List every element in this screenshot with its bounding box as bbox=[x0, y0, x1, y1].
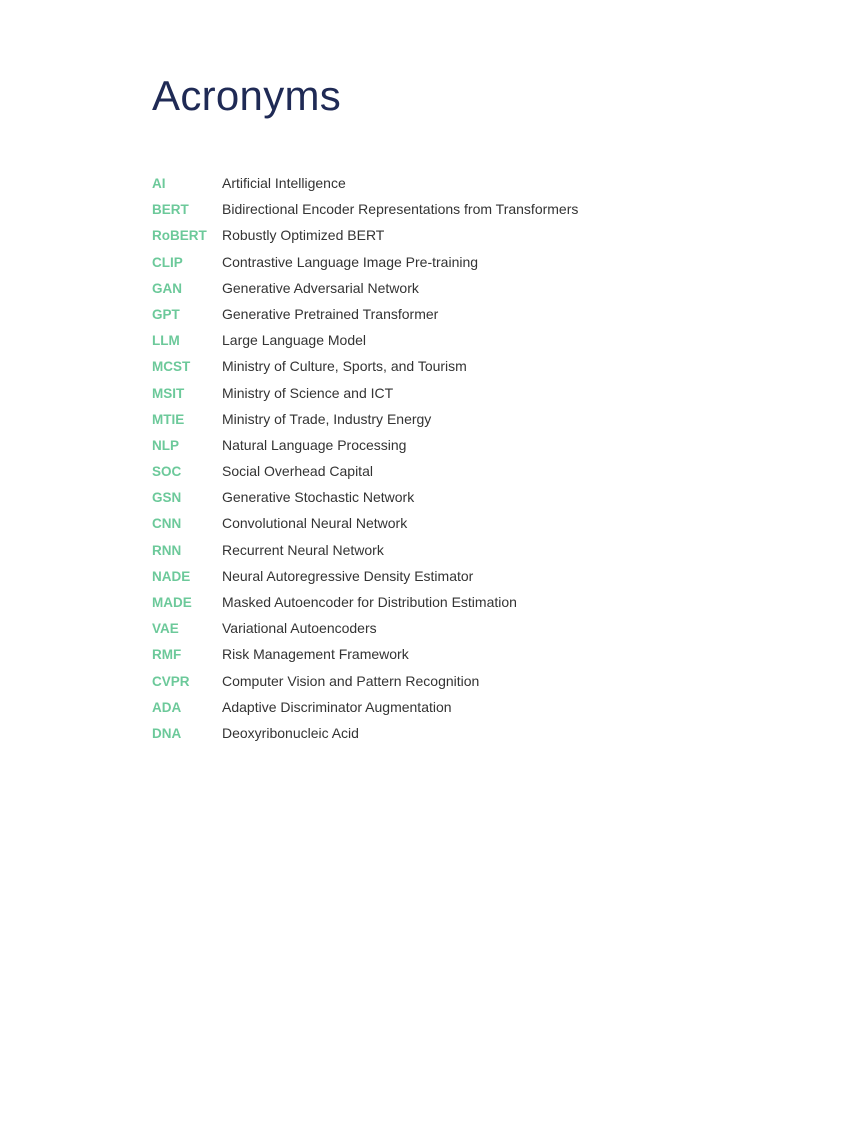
acronym-definition: Variational Autoencoders bbox=[222, 620, 377, 637]
acronym-definition: Masked Autoencoder for Distribution Estimation bbox=[222, 594, 517, 610]
acronym-row bbox=[152, 249, 712, 275]
acronym-definition: Contrastive Language Image Pre-training bbox=[222, 253, 479, 270]
acronym-abbreviation: RNN bbox=[152, 542, 182, 558]
acronym-row bbox=[152, 380, 712, 406]
acronym-row bbox=[152, 432, 712, 458]
acronym-abbreviation: GPT bbox=[152, 306, 180, 322]
acronym-abbreviation: VAE bbox=[152, 621, 179, 637]
acronym-row bbox=[152, 196, 712, 222]
acronym-row bbox=[152, 275, 712, 301]
acronym-definition: Ministry of Science and ICT bbox=[222, 384, 394, 401]
acronym-definition: Generative Adversarial Network bbox=[222, 279, 419, 296]
acronym-row bbox=[152, 484, 712, 510]
acronym-abbreviation: GAN bbox=[152, 280, 182, 296]
acronym-row bbox=[152, 458, 712, 484]
acronym-definition: Generative Pretrained Transformer bbox=[222, 305, 439, 322]
acronym-definition: Adaptive Discriminator Augmentation bbox=[222, 698, 452, 715]
acronym-row bbox=[152, 301, 712, 327]
acronym-row bbox=[152, 406, 712, 432]
acronym-abbreviation: CVPR bbox=[152, 673, 190, 689]
acronym-abbreviation: NADE bbox=[152, 568, 191, 584]
acronym-abbreviation: CLIP bbox=[152, 254, 183, 270]
acronym-definition: Risk Management Framework bbox=[222, 646, 409, 663]
acronym-row bbox=[152, 353, 712, 379]
acronym-definition: Ministry of Culture, Sports, and Tourism bbox=[222, 358, 467, 375]
acronym-definition: Social Overhead Capital bbox=[222, 463, 373, 480]
acronym-definition: Recurrent Neural Network bbox=[222, 541, 384, 558]
acronym-abbreviation: MSIT bbox=[152, 385, 185, 401]
acronym-abbreviation: ADA bbox=[152, 699, 182, 715]
acronym-definition: Ministry of Trade, Industry Energy bbox=[222, 410, 432, 427]
acronym-abbreviation: DNA bbox=[152, 725, 182, 741]
acronym-definition: Generative Stochastic Network bbox=[222, 489, 415, 506]
acronym-definition: Large Language Model bbox=[222, 332, 367, 349]
acronym-abbreviation: NLP bbox=[152, 437, 179, 453]
acronym-row bbox=[152, 668, 712, 694]
acronym-row bbox=[152, 694, 712, 720]
acronym-abbreviation: AI bbox=[152, 176, 166, 191]
acronym-definition: Natural Language Processing bbox=[222, 436, 407, 453]
acronym-definition: Bidirectional Encoder Representations from Transformers bbox=[222, 201, 579, 218]
acronym-row bbox=[152, 510, 712, 536]
acronym-definition: Computer Vision and Pattern Recognition bbox=[222, 672, 480, 689]
acronym-row bbox=[152, 170, 712, 196]
acronym-row bbox=[152, 327, 712, 353]
acronym-abbreviation: MCST bbox=[152, 359, 191, 375]
acronym-row bbox=[152, 720, 712, 746]
acronym-row bbox=[152, 222, 712, 248]
acronym-row bbox=[152, 589, 712, 615]
acronym-definition: Deoxyribonucleic Acid bbox=[222, 724, 359, 741]
acronym-abbreviation: BERT bbox=[152, 202, 189, 218]
page-title: Acronyms bbox=[152, 72, 342, 119]
acronym-row bbox=[152, 563, 712, 589]
acronym-list bbox=[152, 170, 712, 746]
acronym-abbreviation: MADE bbox=[152, 595, 192, 610]
acronym-abbreviation: SOC bbox=[152, 464, 182, 480]
acronym-row bbox=[152, 641, 712, 667]
acronym-abbreviation: CNN bbox=[152, 516, 182, 532]
acronym-definition: Convolutional Neural Network bbox=[222, 515, 408, 532]
acronym-abbreviation: MTIE bbox=[152, 411, 185, 427]
acronym-abbreviation: RMF bbox=[152, 647, 182, 663]
acronym-definition: Artificial Intelligence bbox=[222, 175, 346, 191]
acronym-row bbox=[152, 537, 712, 563]
acronym-abbreviation: RoBERT bbox=[152, 228, 207, 244]
acronym-abbreviation: GSN bbox=[152, 490, 182, 506]
acronym-definition: Neural Autoregressive Density Estimator bbox=[222, 567, 474, 584]
acronym-abbreviation: LLM bbox=[152, 333, 180, 349]
acronym-row bbox=[152, 615, 712, 641]
acronym-definition: Robustly Optimized BERT bbox=[222, 227, 385, 244]
